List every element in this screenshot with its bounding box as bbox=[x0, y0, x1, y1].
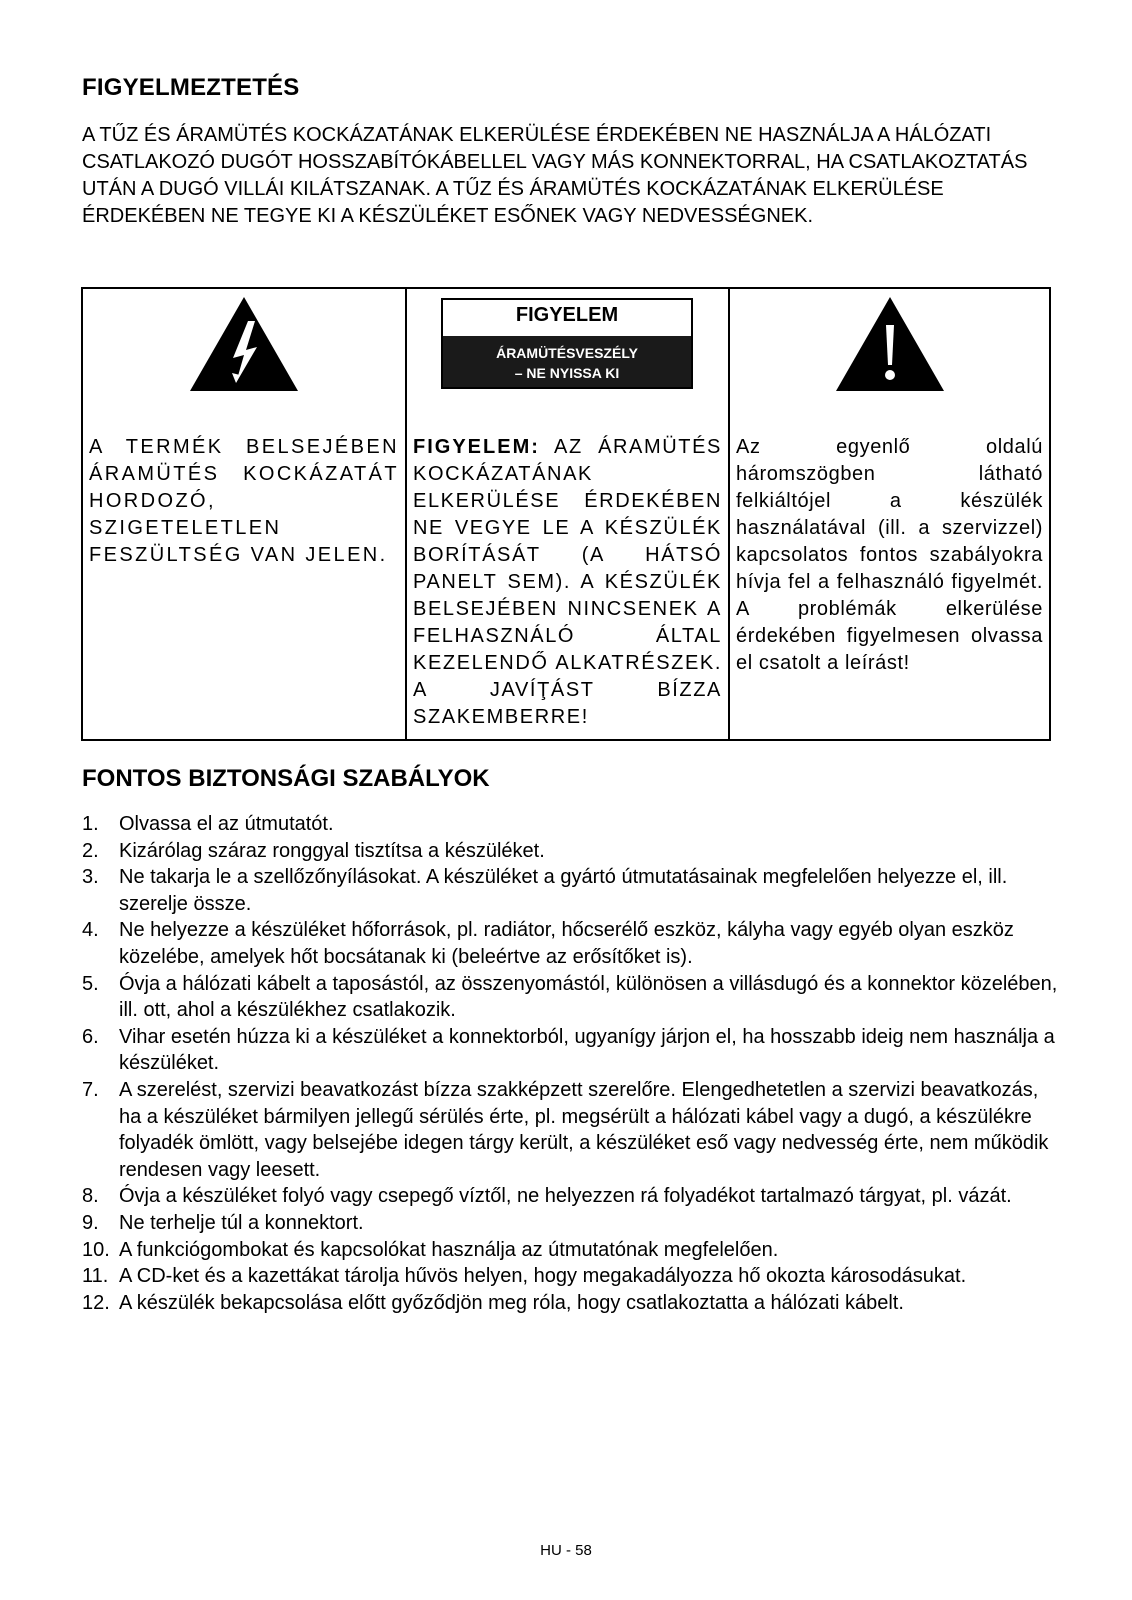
exclamation-warning-icon bbox=[834, 295, 946, 393]
caution-note-lead: FIGYELEM: bbox=[413, 436, 540, 458]
rule-text: Ne helyezze a készüléket hőforrások, pl. radiátor, hőcserélő eszköz, kályha vagy egyéb olyan eszköz közelébe, amelyek hőt bocsátanak ki (beleértve az erősítőket is). bbox=[119, 919, 1014, 968]
rule-item bbox=[82, 811, 1062, 838]
caution-label bbox=[441, 298, 693, 389]
rule-number: 11. bbox=[82, 1265, 109, 1288]
rules-title: FONTOS BIZTONSÁGI SZABÁLYOK bbox=[82, 765, 490, 792]
rule-number: 3. bbox=[82, 866, 99, 889]
warning-cell-shock bbox=[83, 289, 407, 739]
caution-label-line1: ÁRAMÜTÉSVESZÉLY bbox=[496, 345, 638, 361]
rule-text: Ne terhelje túl a konnektort. bbox=[119, 1211, 364, 1234]
rule-text: A szerelést, szervizi beavatkozást bízza szakképzett szerelőre. Elengedhetetlen a szervizi beavatkozás, ha a készüléket bármilyen jellegű sérülés érte, pl. megsérült a hálózati kábel vagy a dugó, a készülékre folyadék ömlött, vagy belsejébe idegen tárgy került, a készüléket eső vagy nedvesség érte, nem működik rendesen vagy leesett. bbox=[119, 1078, 1049, 1181]
rule-number: 5. bbox=[82, 972, 99, 995]
caution-note-body: AZ ÁRAMÜTÉS KOCKÁZATÁNAK ELKERÜLÉSE ÉRDEKÉBEN NE VEGYE LE A KÉSZÜLÉK BORÍTÁSÁT (A HÁTSÓ PANELT SEM). A KÉSZÜLÉK BELSEJÉBEN NINCSENEK A FELHASZNÁLÓ ÁLTAL KEZELENDŐ ALKATRÉSZEK. A JAVÍŢÁST BÍZZA SZAKEMBERRE! bbox=[413, 436, 722, 728]
rule-number: 2. bbox=[82, 839, 99, 862]
rules-list bbox=[82, 811, 1062, 1316]
rule-text: Kizárólag száraz ronggyal tisztítsa a készüléket. bbox=[119, 839, 545, 862]
rule-item bbox=[82, 864, 1062, 917]
rule-number: 9. bbox=[82, 1211, 99, 1234]
rule-item bbox=[82, 838, 1062, 865]
rule-text: Óvja a készüléket folyó vagy csepegő víztől, ne helyezzen rá folyadékot tartalmazó tárgyat, pl. vázát. bbox=[119, 1185, 1012, 1208]
lightning-warning-icon bbox=[188, 295, 300, 393]
rule-number: 1. bbox=[82, 813, 99, 835]
rule-text: Óvja a hálózati kábelt a taposástól, az összenyomástól, különösen a villásdugó és a konnektor közelében, ill. ott, ahol a készülékhez csatlakozik. bbox=[119, 972, 1058, 1022]
rule-number: 6. bbox=[82, 1025, 99, 1048]
exclamation-note: Az egyenlő oldalú háromszögben látható felkiáltójel a készülék használatával (ill. a szervizzel) kapcsolatos fontos szabályokra hívja fel a felhasználó figyelmét. A problémák elkerülése érdekében figyelmesen olvassa el csatolt a leírást! bbox=[736, 436, 1043, 674]
rule-item bbox=[82, 1290, 1062, 1317]
rule-number: 7. bbox=[82, 1078, 99, 1101]
rule-text: A CD-ket és a kazettákat tárolja hűvös helyen, hogy megakadályozza hő okozta károsodásukat. bbox=[119, 1265, 967, 1288]
rule-number: 4. bbox=[82, 919, 99, 942]
shock-note: A TERMÉK BELSEJÉBEN ÁRAMÜTÉS KOCKÁZATÁT HORDOZÓ, SZIGETELETLEN FESZÜLTSÉG VAN JELEN. bbox=[89, 436, 399, 566]
warning-table bbox=[81, 287, 1051, 741]
warning-cell-caution bbox=[407, 289, 730, 739]
rule-item bbox=[82, 1210, 1062, 1237]
warning-title: FIGYELMEZTETÉS bbox=[82, 74, 300, 101]
rule-item bbox=[82, 917, 1062, 970]
rule-text: Vihar esetén húzza ki a készüléket a konnektorból, ugyanígy járjon el, ha hosszabb ideig nem használja a készüléket. bbox=[119, 1025, 1055, 1075]
rule-item bbox=[82, 1077, 1062, 1183]
caution-note bbox=[413, 434, 722, 731]
rule-item bbox=[82, 1183, 1062, 1210]
rule-item bbox=[82, 1024, 1062, 1077]
rule-text: Olvassa el az útmutatót. bbox=[119, 813, 334, 835]
caution-label-subtitle bbox=[443, 336, 691, 387]
caution-label-title: FIGYELEM bbox=[515, 304, 619, 326]
warning-paragraph: A TŰZ ÉS ÁRAMÜTÉS KOCKÁZATÁNAK ELKERÜLÉSE ÉRDEKÉBEN NE HASZNÁLJA A HÁLÓZATI CSATLAKOZÓ DUGÓT HOSSZABÍTÓKÁBELLEL VAGY MÁS KONNEKTORRAL, HA CSATLAKOZTATÁS UTÁN A DUGÓ VILLÁI KILÁTSZANAK. A TŰZ ÉS ÁRAMÜTÉS KOCKÁZATÁNAK ELKERÜLÉSE ÉRDEKÉBEN NE TEGYE KI A KÉSZÜLÉKET ESŐNEK VAGY NEDVESSÉGNEK. bbox=[82, 124, 1028, 227]
rule-item bbox=[82, 971, 1062, 1024]
rule-number: 10. bbox=[82, 1238, 110, 1261]
rule-text: Ne takarja le a szellőzőnyílásokat. A készüléket a gyártó útmutatásainak megfelelően helyezze el, ill. szerelje össze. bbox=[119, 866, 1008, 915]
rule-item bbox=[82, 1237, 1062, 1264]
rule-number: 12. bbox=[82, 1291, 110, 1314]
page-number: HU - 58 bbox=[540, 1542, 592, 1559]
rule-item bbox=[82, 1263, 1062, 1290]
caution-label-line2: – NE NYISSA KI bbox=[514, 365, 620, 381]
rule-number: 8. bbox=[82, 1185, 99, 1208]
warning-cell-exclamation bbox=[730, 289, 1049, 739]
rule-text: A funkciógombokat és kapcsolókat használja az útmutatónak megfelelően. bbox=[119, 1238, 779, 1261]
rule-text: A készülék bekapcsolása előtt győződjön meg róla, hogy csatlakoztatta a hálózati kábelt. bbox=[119, 1291, 904, 1314]
